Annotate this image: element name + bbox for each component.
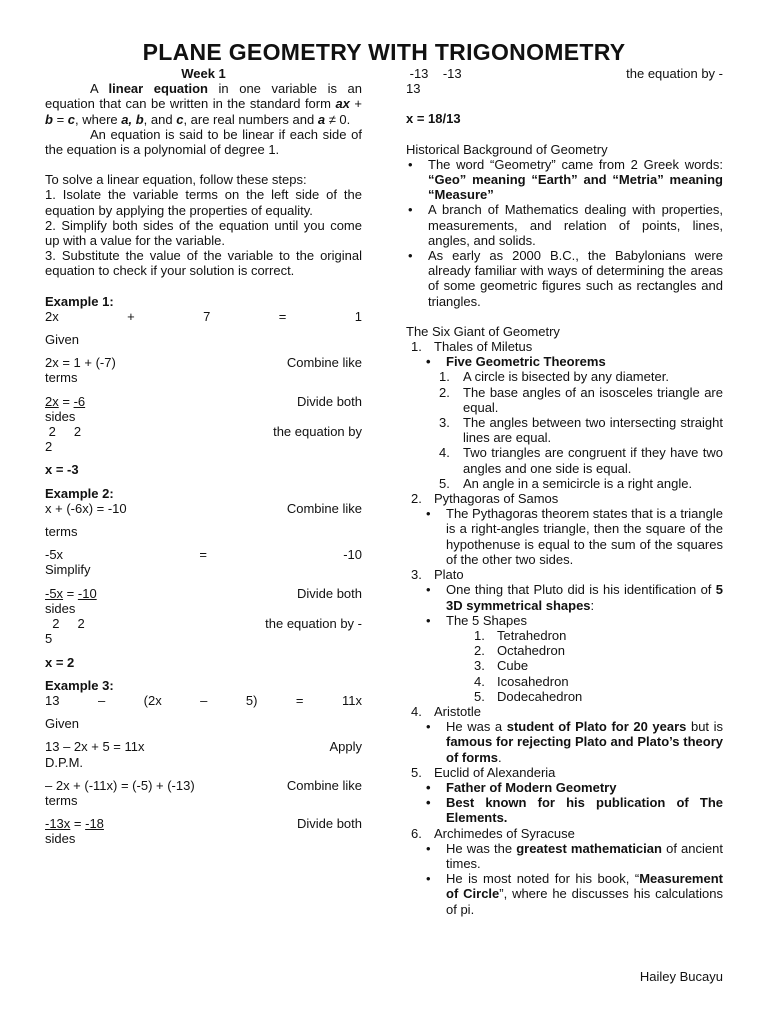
history-bullet-1: • The word “Geometry” came from 2 Greek words: “Geo” meaning “Earth” and “Metria” meaning “Measure”: [406, 157, 723, 203]
example-3-line-1: 13 – (2x – 5) = 11x: [45, 692, 362, 708]
left-column: Week 1 A linear equation in one variable is an equation that can be written in the standard form ax + b = c, where a, b, and c, are real numbers and a ≠ 0. An equation is said to be linear if each side of the equation is a polynomial of degree 1. To solve a linear equation, follow these steps: 1. Isolate the variable terms on the left side of the equation by applying the properties of equality. 2. Simplify both sides of the equation until you come up with a value for the variable. 3. Substitute the value of the variable to the original equation to check if your solution is correct. Example 1: 2x + 7 = 1 Given 2x = 1 + (-7) Combine like terms 2x = -6 Divide both sides 2 2 the equation by 2 x = -3 Example 2: x + (-6x) = -10 Combine like terms -5x = -10 Simplify -5x = -10 Divide both sides 2 2 the equation by - 5 x = 2 Example 3: 13 – (2x – 5) = 11x Given 13 – 2x + 5 = 11x Apply D.P.M. – 2x + (-11x) = (-5) + (-13) Combine like terms -13x = -18 Divide both sides: [45, 66, 362, 847]
pythagoras-bullet: • The Pythagoras theorem states that is a triangle is a right-angles triangle, then the square of the hypothenuse is equal to the sum of the squares of the other two sides.: [406, 506, 723, 567]
plato-shape-3: 3. Cube: [474, 658, 529, 674]
week-label: Week 1: [181, 66, 226, 81]
intro-paragraph-2: An equation is said to be linear if each side of the equation is a polynomial of degree 1.: [45, 126, 362, 158]
steps-intro: To solve a linear equation, follow these steps:: [45, 172, 307, 188]
example-2-line-4: 2 2 the equation by -: [45, 616, 362, 632]
archimedes-bullet-1: • He was the greatest mathematician of ancient times.: [406, 841, 723, 871]
plato-bullet-2: • The 5 Shapes: [406, 613, 723, 628]
thales-theorem-1: 1. A circle is bisected by any diameter.: [439, 369, 669, 385]
example-2-line-1: x + (-6x) = -10 Combine like: [45, 500, 362, 516]
thales-theorem-4: 4. Two triangles are congruent if they have two angles and one side is equal.: [439, 445, 723, 476]
example-3-answer: x = 18/13: [406, 111, 461, 127]
right-column: -13 -13 the equation by - 13 x = 18/13 Historical Background of Geometry • The word “Geometry” came from 2 Greek words: “Geo” meaning “Earth” and “Metria” meaning “Measure” • A branch of Mathematics dealing with properties, measurements, and relation of points, lines, angles, and solids. • As early as 2000 B.C., the Babylonians were already familiar with ways of determining the areas of some geometric figures such as rectangles and triangles. The Six Giant of Geometry 1. Thales of Miletus • Five Geometric Theorems 1. A circle is bisected by any diameter. 2. The base angles of an isosceles triangle are equal. 3. The angles between two intersecting straight lines are equal. 4. Two triangles are congruent if they have two angles and one side is equal. 5. An angle in a semicircle is a right angle. 2. Pythagoras of Samos • The Pythagoras theorem states that is a triangle is a right-angles triangle, then the square of the hypothenuse is equal to the sum of the squares of the other two sides. 3. Plato • One thing that Pluto did is his identification of 5 3D symmetrical shapes: • The 5 Shapes 1. Tetrahedron 2. Octahedron 3. Cube 4. Icosahedron 5. Dodecahedron 4. Aristotle • He was a student of Plato for 20 years but is famous for rejecting Plato and Plato’s theory of forms. 5. Euclid of Alexanderia • Father of Modern Geometry • Best known for his publication of The Elements. 6. Archimedes of Syracuse • He was the greatest mathematician of ancient times. • He is most noted for his book, “Measurement of Circle”, where he discusses his calculations of pi.: [406, 66, 723, 917]
example-1-line-2: 2x = 1 + (-7) Combine like: [45, 355, 362, 371]
aristotle-bullet: • He was a student of Plato for 20 years but is famous for rejecting Plato and Plato’s theory of forms.: [406, 719, 723, 765]
example-1-given: Given: [45, 332, 79, 348]
example-3-line-5: -13 -13 the equation by -: [406, 66, 723, 81]
example-2-heading: Example 2:: [45, 485, 114, 501]
author-signature: Hailey Bucayu: [639, 969, 723, 984]
plato-shape-1: 1. Tetrahedron: [474, 627, 567, 643]
step-3: 3. Substitute the value of the variable to the original equation to check if your solution is correct.: [45, 248, 362, 279]
thales-theorem-5: 5. An angle in a semicircle is a right angle.: [439, 475, 693, 491]
giant-archimedes: 6. Archimedes of Syracuse: [411, 825, 575, 841]
history-bullet-3: • As early as 2000 B.C., the Babylonians were already familiar with ways of determining the areas of some geometric figures such as rectangles and triangles.: [406, 248, 723, 309]
plato-shape-2: 2. Octahedron: [474, 643, 565, 659]
intro-paragraph-1: A linear equation in one variable is an equation that can be written in the standard form ax + b = c, where a, b, and c, are real numbers and a ≠ 0.: [45, 81, 362, 127]
example-3-line-3: – 2x + (-11x) = (-5) + (-13) Combine like: [45, 777, 362, 793]
euclid-bullet-1: • Father of Modern Geometry: [406, 780, 723, 795]
example-2-line-2: -5x = -10: [45, 547, 362, 563]
example-3-line-4: -13x = -18 Divide both: [45, 816, 362, 832]
archimedes-bullet-2: • He is most noted for his book, “Measurement of Circle”, where he discusses his calculations of pi.: [406, 871, 723, 917]
history-heading: Historical Background of Geometry: [406, 141, 608, 157]
example-1-line-3: 2x = -6 Divide both: [45, 393, 362, 409]
plato-shape-5: 5. Dodecahedron: [474, 688, 583, 704]
giant-aristotle: 4. Aristotle: [411, 703, 481, 719]
example-1-answer: x = -3: [45, 462, 79, 478]
example-1-heading: Example 1:: [45, 293, 114, 309]
giant-pythagoras: 2. Pythagoras of Samos: [411, 491, 559, 507]
history-bullet-2: • A branch of Mathematics dealing with properties, measurements, and relation of points, lines, angles, and solids.: [406, 202, 723, 248]
giant-plato: 3. Plato: [411, 567, 464, 583]
example-1-line-1: 2x + 7 = 1: [45, 308, 362, 324]
euclid-bullet-2: • Best known for his publication of The Elements.: [406, 795, 723, 825]
example-3-heading: Example 3:: [45, 677, 114, 693]
example-3-line-2: 13 – 2x + 5 = 11x Apply: [45, 739, 362, 755]
giants-heading: The Six Giant of Geometry: [406, 323, 560, 339]
giant-euclid: 5. Euclid of Alexanderia: [411, 764, 556, 780]
giant-thales: 1. Thales of Miletus: [411, 339, 533, 355]
example-2-answer: x = 2: [45, 654, 75, 670]
example-2-line-3: -5x = -10 Divide both: [45, 585, 362, 601]
plato-bullet-1: • One thing that Pluto did is his identification of 5 3D symmetrical shapes:: [406, 582, 723, 612]
step-1: 1. Isolate the variable terms on the left side of the equation by applying the properties of equality.: [45, 187, 362, 218]
page-title: PLANE GEOMETRY WITH TRIGONOMETRY: [142, 39, 626, 65]
thales-theorem-3: 3. The angles between two intersecting straight lines are equal.: [439, 415, 723, 446]
thales-theorem-2: 2. The base angles of an isosceles triangle are equal.: [439, 384, 723, 415]
thales-bullet: • Five Geometric Theorems: [406, 354, 723, 369]
step-2: 2. Simplify both sides of the equation until you come up with a value for the variable.: [45, 217, 362, 249]
example-1-line-4: 2 2 the equation by: [45, 424, 362, 440]
plato-shape-4: 4. Icosahedron: [474, 673, 569, 689]
